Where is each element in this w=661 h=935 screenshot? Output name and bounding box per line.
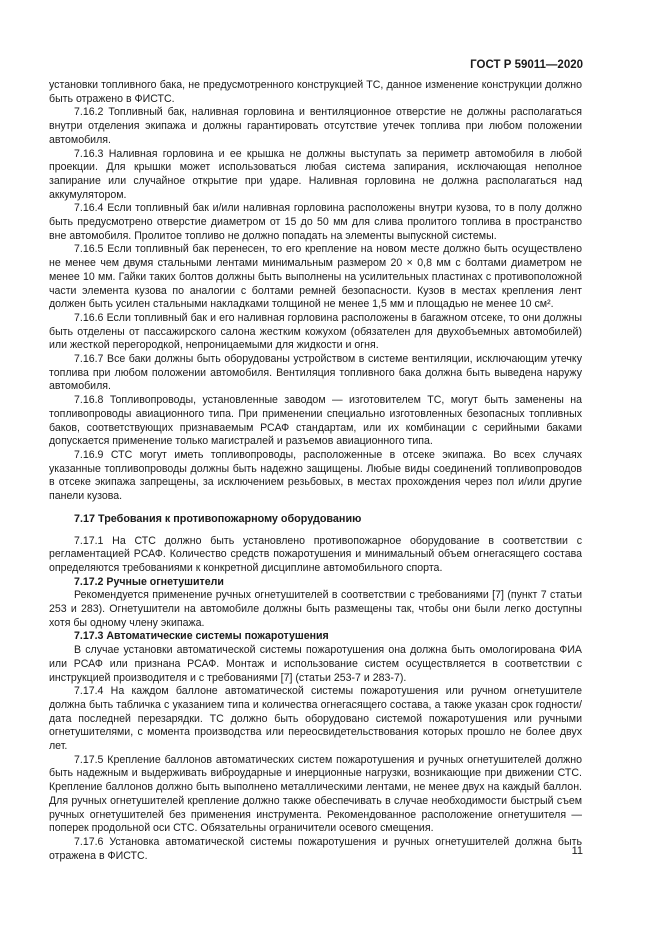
paragraph-7-16-9: 7.16.9 СТС могут иметь топливопроводы, расположенные в отсеке экипажа. Во всех случаях указанные топливопроводы должны быть надежно защищены. Любые виды соединений топливопроводов в отсеке экипажа запрещены, за исключением резьбовых, в местах прохождения через пол и/или другие панели кузова.	[49, 448, 582, 503]
section-heading-7-17: 7.17 Требования к противопожарному оборудованию	[74, 512, 362, 525]
paragraph-7-16-3: 7.16.3 Наливная горловина и ее крышка не должны выступать за периметр автомобиля в любой проекции. Для крышки может использоваться любая система запирания, исключающая неполное запирание или случайное открытие при ударе. Наливная горловина не должна располагаться над аккумулятором.	[49, 147, 582, 201]
paragraph-7-17-2: Рекомендуется применение ручных огнетушителей в соответствии с требованиями [7] (пункт 7 статьи 253 и 283). Огнетушители на автомобиле должны быть размещены так, чтобы они были легко доступны хотя бы одному члену экипажа.	[49, 589, 582, 629]
paragraph-7-17-1: 7.17.1 На СТС должно быть установлено противопожарное оборудование в соответствии с регламентацией РСАФ. Количество средств пожаротушения и минимальный объем огнегасящего состава определяются требованиями к конкретной дисциплине автомобильного спорта.	[49, 534, 582, 574]
subsection-heading-7-17-2: 7.17.2 Ручные огнетушители	[74, 575, 224, 588]
document-id-header: ГОСТ Р 59011—2020	[470, 59, 583, 71]
subsection-heading-7-17-3: 7.17.3 Автоматические системы пожаротушения	[74, 630, 329, 643]
paragraph-7-17-3: В случае установки автоматической системы пожаротушения она должна быть омологирована ФИА или РСАФ или признана РСАФ. Монтаж и использование систем осуществляется в соответствии с инструкцией производителя и с требованиями [7] (статьи 253-7 и 283-7).	[49, 644, 582, 684]
paragraph-7-17-5: 7.17.5 Крепление баллонов автоматических систем пожаротушения и ручных огнетушителей должно быть надежным и выдерживать виброударные и инерционные нагрузки, возникающие при движении СТС. Крепление баллонов должно быть выполнено металлическими лентами, не менее двух на каждый баллон. Для ручных огнетушителей крепление должно также обеспечивать в случае необходимости быстрый съем ручных огнетушителей без применения инструмента. Рекомендованное расположение огнетушителя — поперек продольной оси СТС. Обязательны ограничители осевого смещения.	[49, 753, 582, 835]
paragraph-7-16-2: 7.16.2 Топливный бак, наливная горловина и вентиляционное отверстие не должны располагаться внутри отделения экипажа и должны гарантировать отсутствие утечек топлива при любом положении автомобиля.	[49, 106, 582, 146]
paragraph-7-16-6: 7.16.6 Если топливный бак и его наливная горловина расположены в багажном отсеке, то они должны быть отделены от пассажирского салона жестким кожухом (обязателен для двухобъемных автомобилей) или жесткой перегородкой, непроницаемыми для жидкости и огня.	[49, 311, 582, 352]
paragraph-7-17-4: 7.17.4 На каждом баллоне автоматической системы пожаротушения или ручном огнетушителе должна быть табличка с указанием типа и количества огнегасящего состава, а также указан срок годности/дата последней перезарядки. ТС должно быть оборудовано системой пожаротушения или ручными огнетушителями, с момента производства или переосвидетельствования которых прошло не более двух лет.	[49, 685, 582, 753]
paragraph-continuation: установки топливного бака, не предусмотренного конструкцией ТС, данное изменение конструкции должно быть отражено в ФИСТС.	[49, 79, 582, 105]
paragraph-7-16-8: 7.16.8 Топливопроводы, установленные заводом — изготовителем ТС, могут быть заменены на топливопроводы авиационного типа. При применении специально изготовленных безопасных топливных баков, соответствующих признаваемым РСАФ стандартам, или их комбинации с серийными баками допускается применение только магистралей и разъемов авиационного типа.	[49, 394, 582, 448]
paragraph-7-16-4: 7.16.4 Если топливный бак и/или наливная горловина расположены внутри кузова, то в полу должно быть предусмотрено отверстие диаметром от 15 до 50 мм для слива пролитого топлива в пространство вне автомобиля. Пролитое топливо не должно попадать на элементы выпускной системы.	[49, 202, 582, 242]
paragraph-7-16-5: 7.16.5 Если топливный бак перенесен, то его крепление на новом месте должно быть осуществлено не менее чем двумя стальными лентами минимальным размером 20 × 0,8 мм с болтами диаметром не менее 10 мм. Гайки таких болтов должны быть выполнены на усилительных пластинах с противоположной части элемента кузова по аналогии с болтами ремней безопасности. Кузов в местах крепления лент должен быть усилен стальными накладками толщиной не менее 1,5 мм и площадью не менее 10 см².	[49, 243, 582, 311]
page-body	[49, 79, 582, 863]
page-number: 11	[571, 845, 583, 857]
paragraph-7-17-6: 7.17.6 Установка автоматической системы пожаротушения и ручных огнетушителей должна быть отражена в ФИСТС.	[49, 835, 582, 862]
paragraph-7-16-7: 7.16.7 Все баки должны быть оборудованы устройством в системе вентиляции, исключающим утечку топлива при любом положении автомобиля. Вентиляция топливного бака должна быть выведена наружу автомобиля.	[49, 353, 582, 393]
